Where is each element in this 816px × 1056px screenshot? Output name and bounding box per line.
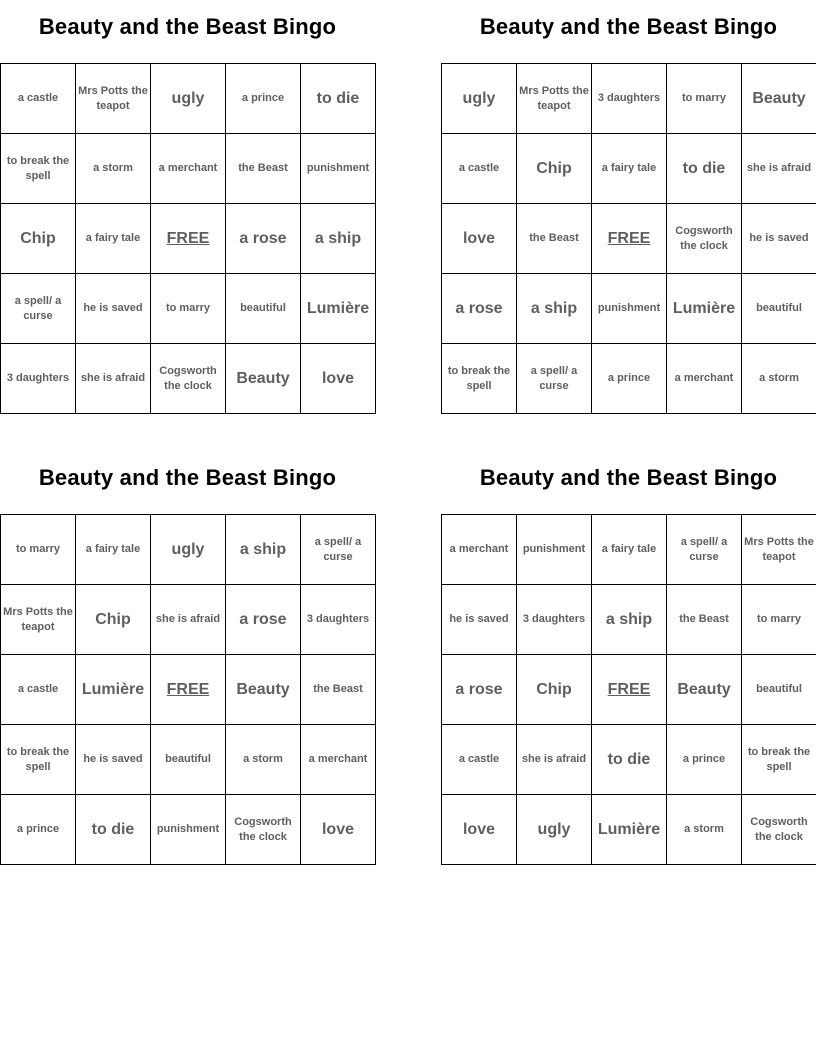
free-space-cell: FREE — [592, 655, 667, 725]
bingo-cell: to die — [76, 795, 151, 865]
bingo-cell: punishment — [151, 795, 226, 865]
free-space-cell: FREE — [151, 655, 226, 725]
bingo-cell: a fairy tale — [76, 204, 151, 274]
bingo-cell: Beauty — [226, 344, 301, 414]
bingo-cell: a rose — [442, 655, 517, 725]
bingo-cell: he is saved — [742, 204, 816, 274]
bingo-cell: a merchant — [667, 344, 742, 414]
card-title: Beauty and the Beast Bingo — [479, 465, 778, 490]
card-title: Beauty and the Beast Bingo — [38, 14, 337, 39]
bingo-cell: to break the spell — [1, 725, 76, 795]
bingo-cell: beautiful — [742, 655, 816, 725]
bingo-cell: Chip — [76, 585, 151, 655]
bingo-cell: Chip — [517, 134, 592, 204]
bingo-cell: to break the spell — [442, 344, 517, 414]
bingo-cell: Cogsworth the clock — [226, 795, 301, 865]
grid-row — [442, 344, 816, 414]
bingo-cell: a rose — [442, 274, 517, 344]
grid-row — [1, 655, 376, 725]
grid-row — [1, 204, 376, 274]
bingo-cell: a storm — [76, 134, 151, 204]
bingo-cell: she is afraid — [151, 585, 226, 655]
bingo-cell: to die — [667, 134, 742, 204]
bingo-cell: a merchant — [151, 134, 226, 204]
bingo-cell: to die — [592, 725, 667, 795]
bingo-card-3 — [0, 460, 375, 865]
grid-row — [1, 134, 376, 204]
bingo-cell: to marry — [1, 515, 76, 585]
bingo-cell: a merchant — [442, 515, 517, 585]
bingo-cell: punishment — [592, 274, 667, 344]
bingo-cell: he is saved — [442, 585, 517, 655]
grid-row — [442, 204, 816, 274]
bingo-cell: to marry — [151, 274, 226, 344]
bingo-cell: a prince — [1, 795, 76, 865]
bingo-cell: Beauty — [226, 655, 301, 725]
bingo-cell: a fairy tale — [592, 134, 667, 204]
bingo-cell: Cogsworth the clock — [151, 344, 226, 414]
bingo-cell: a ship — [517, 274, 592, 344]
bingo-cell: to marry — [742, 585, 816, 655]
grid-row — [1, 274, 376, 344]
grid-row — [442, 725, 816, 795]
grid-row — [1, 585, 376, 655]
bingo-cell: Lumière — [667, 274, 742, 344]
free-space-cell: FREE — [592, 204, 667, 274]
grid-row — [1, 725, 376, 795]
bingo-cell: ugly — [151, 515, 226, 585]
grid-row — [442, 795, 816, 865]
bingo-cell: Lumière — [301, 274, 376, 344]
bingo-cell: she is afraid — [742, 134, 816, 204]
bingo-cell: ugly — [517, 795, 592, 865]
bingo-cell: a ship — [592, 585, 667, 655]
bingo-card-2 — [441, 9, 816, 414]
bingo-cell: punishment — [301, 134, 376, 204]
bingo-cell: Mrs Potts the teapot — [1, 585, 76, 655]
bingo-cell: 3 daughters — [1, 344, 76, 414]
grid-row — [1, 795, 376, 865]
bingo-cell: a castle — [442, 725, 517, 795]
bingo-cell: a merchant — [301, 725, 376, 795]
bingo-cell: a ship — [301, 204, 376, 274]
bingo-cell: love — [301, 344, 376, 414]
bingo-cell: Beauty — [742, 64, 816, 134]
bingo-cell: the Beast — [667, 585, 742, 655]
card-title: Beauty and the Beast Bingo — [38, 465, 337, 490]
bingo-cell: beautiful — [151, 725, 226, 795]
bingo-cell: a castle — [1, 655, 76, 725]
bingo-cell: she is afraid — [76, 344, 151, 414]
bingo-cell: Lumière — [76, 655, 151, 725]
bingo-cell: to break the spell — [742, 725, 816, 795]
bingo-cell: a spell/ a curse — [1, 274, 76, 344]
bingo-cell: a spell/ a curse — [667, 515, 742, 585]
bingo-cell: the Beast — [226, 134, 301, 204]
bingo-cell: a prince — [667, 725, 742, 795]
bingo-cell: 3 daughters — [301, 585, 376, 655]
bingo-cell: Mrs Potts the teapot — [742, 515, 816, 585]
bingo-cell: he is saved — [76, 725, 151, 795]
bingo-cell: a storm — [742, 344, 816, 414]
grid-row — [442, 64, 816, 134]
bingo-cell: Beauty — [667, 655, 742, 725]
grid-row — [442, 585, 816, 655]
bingo-cell: ugly — [442, 64, 517, 134]
bingo-cell: beautiful — [742, 274, 816, 344]
grid-row — [1, 64, 376, 134]
bingo-grid — [441, 514, 816, 865]
bingo-cell: love — [442, 795, 517, 865]
bingo-cell: a storm — [226, 725, 301, 795]
bingo-grid — [441, 63, 816, 414]
grid-row — [1, 344, 376, 414]
bingo-cell: a prince — [592, 344, 667, 414]
bingo-cell: Cogsworth the clock — [742, 795, 816, 865]
bingo-cell: a castle — [442, 134, 517, 204]
bingo-cell: a rose — [226, 204, 301, 274]
bingo-cell: Cogsworth the clock — [667, 204, 742, 274]
bingo-cell: to die — [301, 64, 376, 134]
bingo-cell: a storm — [667, 795, 742, 865]
bingo-cell: a ship — [226, 515, 301, 585]
bingo-cell: 3 daughters — [517, 585, 592, 655]
bingo-cell: beautiful — [226, 274, 301, 344]
bingo-cell: 3 daughters — [592, 64, 667, 134]
grid-row — [442, 134, 816, 204]
bingo-cell: the Beast — [517, 204, 592, 274]
bingo-cell: a spell/ a curse — [517, 344, 592, 414]
bingo-cell: a fairy tale — [76, 515, 151, 585]
card-title: Beauty and the Beast Bingo — [479, 14, 778, 39]
bingo-cell: to marry — [667, 64, 742, 134]
bingo-cell: he is saved — [76, 274, 151, 344]
bingo-grid — [0, 514, 376, 865]
bingo-cell: love — [442, 204, 517, 274]
bingo-cell: a fairy tale — [592, 515, 667, 585]
bingo-card-4 — [441, 460, 816, 865]
bingo-cell: a castle — [1, 64, 76, 134]
grid-row — [442, 515, 816, 585]
free-space-cell: FREE — [151, 204, 226, 274]
bingo-cell: to break the spell — [1, 134, 76, 204]
bingo-cell: Mrs Potts the teapot — [76, 64, 151, 134]
bingo-cell: a prince — [226, 64, 301, 134]
bingo-cell: the Beast — [301, 655, 376, 725]
bingo-cell: a spell/ a curse — [301, 515, 376, 585]
bingo-cell: punishment — [517, 515, 592, 585]
grid-row — [442, 274, 816, 344]
bingo-cell: Mrs Potts the teapot — [517, 64, 592, 134]
grid-row — [442, 655, 816, 725]
bingo-cell: Chip — [517, 655, 592, 725]
bingo-cell: a rose — [226, 585, 301, 655]
bingo-cell: Lumière — [592, 795, 667, 865]
bingo-grid — [0, 63, 376, 414]
bingo-cell: she is afraid — [517, 725, 592, 795]
bingo-cell: Chip — [1, 204, 76, 274]
bingo-cell: ugly — [151, 64, 226, 134]
grid-row — [1, 515, 376, 585]
bingo-card-1 — [0, 9, 375, 414]
bingo-cell: love — [301, 795, 376, 865]
